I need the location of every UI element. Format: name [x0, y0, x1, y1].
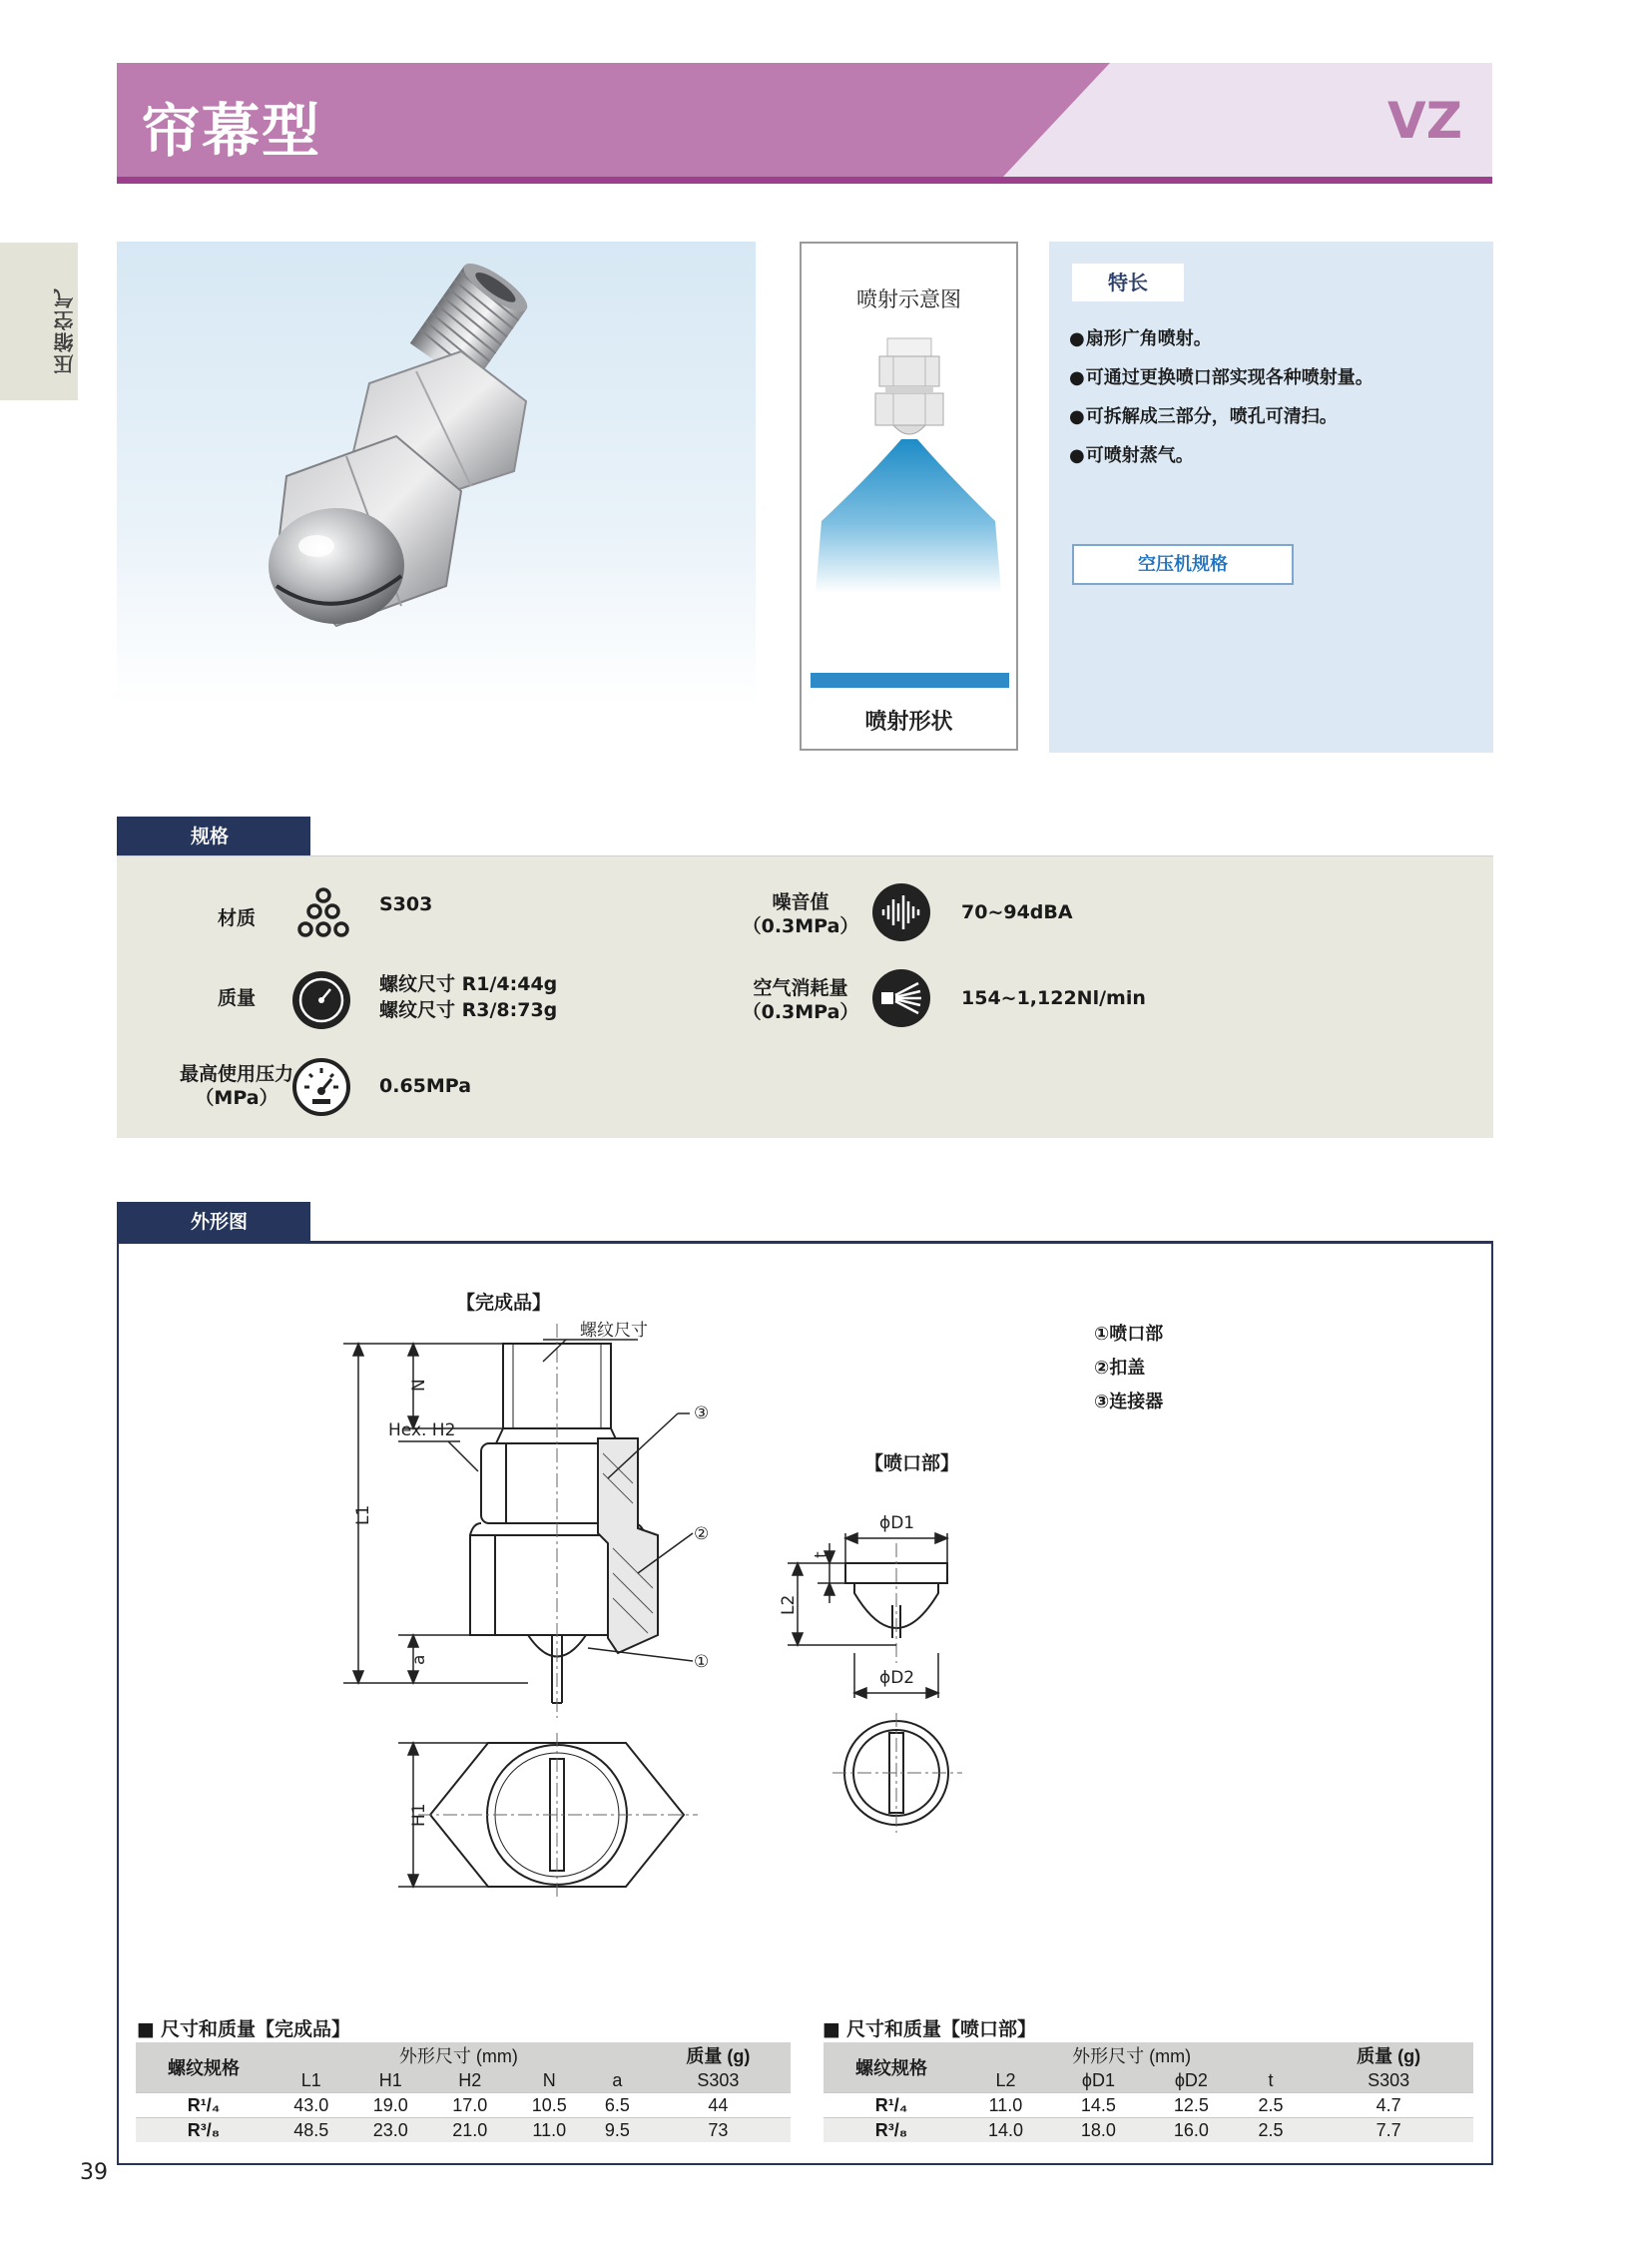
- outer-dim-header: 外形尺寸 (mm): [272, 2042, 646, 2068]
- air-consumption-label: 空气消耗量: [753, 977, 848, 999]
- table-row: [824, 2118, 1473, 2143]
- feature-item: ● 可通过更换喷口部实现各种喷射量。: [1069, 358, 1374, 397]
- assembly-dimension-table: [136, 2042, 791, 2142]
- specs-panel: [117, 855, 1493, 1138]
- cell: 21.0: [430, 2118, 510, 2143]
- col-N: N: [510, 2068, 590, 2093]
- weight-value-r14: 螺纹尺寸 R1/4:44g: [379, 973, 558, 995]
- side-category-tab[interactable]: [0, 243, 78, 400]
- noise-label: 噪音值: [772, 891, 829, 913]
- col-L1: L1: [272, 2068, 351, 2093]
- sound-wave-icon: [870, 881, 932, 943]
- noise-condition: （0.3MPa）: [742, 915, 859, 937]
- dim-D2: ϕD2: [879, 1668, 915, 1688]
- outer-dim-header: 外形尺寸 (mm): [959, 2042, 1304, 2068]
- col-t: t: [1238, 2068, 1304, 2093]
- legend-cap: ②扣盖: [1094, 1358, 1146, 1379]
- cell: 14.0: [959, 2118, 1052, 2143]
- callout-3: ③: [694, 1403, 710, 1423]
- dim-D1: ϕD1: [879, 1513, 915, 1533]
- cell-mass: 4.7: [1304, 2093, 1473, 2118]
- col-H1: H1: [351, 2068, 431, 2093]
- cell-mass: 7.7: [1304, 2118, 1473, 2143]
- col-H2: H2: [430, 2068, 510, 2093]
- pressure-gauge-icon: [290, 1056, 352, 1118]
- cell: 6.5: [589, 2093, 646, 2118]
- col-a: a: [589, 2068, 646, 2093]
- spray-illustration: [802, 244, 1020, 753]
- product-photo: [117, 242, 756, 706]
- thread-spec-header: 螺纹规格: [824, 2042, 959, 2093]
- callout-1: ①: [694, 1652, 710, 1672]
- dim-a: a: [409, 1654, 429, 1665]
- max-pressure-label: 最高使用压力: [179, 1063, 293, 1085]
- cell: 2.5: [1238, 2118, 1304, 2143]
- specs-tab[interactable]: 规格: [117, 817, 310, 856]
- max-pressure-unit: （MPa）: [195, 1087, 278, 1109]
- max-pressure-value: 0.65MPa: [379, 1075, 472, 1097]
- col-S303: S303: [1304, 2068, 1473, 2093]
- dim-t: t: [812, 1551, 831, 1558]
- noise-value: 70~94dBA: [961, 901, 1073, 923]
- features-heading: 特长: [1072, 264, 1184, 301]
- material-value: S303: [379, 893, 433, 915]
- header-banner: [117, 63, 1492, 184]
- cell: 11.0: [959, 2093, 1052, 2118]
- table-row: [136, 2093, 791, 2118]
- mass-header: 质量 (g): [646, 2042, 791, 2068]
- air-flow-icon: [870, 967, 932, 1029]
- mass-header: 质量 (g): [1304, 2042, 1473, 2068]
- weight-icon: [290, 969, 352, 1031]
- cell: 12.5: [1145, 2093, 1238, 2118]
- nozzle-table-title: ■ 尺寸和质量【喷口部】: [823, 2014, 1036, 2041]
- feature-item: ● 扇形广角喷射。: [1069, 319, 1374, 358]
- technical-drawing: [119, 1244, 1491, 1827]
- assembly-drawing-title: 【完成品】: [456, 1292, 552, 1314]
- cell-thread: R¹/₄: [824, 2093, 959, 2118]
- features-panel: [1049, 242, 1493, 753]
- cell: 10.5: [510, 2093, 590, 2118]
- dim-H1: H1: [409, 1803, 429, 1827]
- cell-mass: 73: [646, 2118, 791, 2143]
- cell: 16.0: [1145, 2118, 1238, 2143]
- col-L2: L2: [959, 2068, 1052, 2093]
- dim-L1: L1: [353, 1504, 373, 1525]
- cell-thread: R¹/₄: [136, 2093, 272, 2118]
- outline-drawing-frame: [117, 1241, 1493, 2165]
- cell: 48.5: [272, 2118, 351, 2143]
- outline-tab[interactable]: 外形图: [117, 1202, 310, 1242]
- hex-h2-label: Hex. H2: [388, 1420, 456, 1440]
- thread-spec-header: 螺纹规格: [136, 2042, 272, 2093]
- material-icon: [290, 886, 356, 948]
- legend-nozzle: ①喷口部: [1094, 1324, 1164, 1345]
- spray-diagram-title: 喷射示意图: [856, 287, 961, 311]
- cell: 9.5: [589, 2118, 646, 2143]
- col-D2: ϕD2: [1145, 2068, 1238, 2093]
- compressor-spec-button[interactable]: 空压机规格: [1072, 544, 1294, 585]
- material-label: 材质: [217, 907, 256, 929]
- cell: 17.0: [430, 2093, 510, 2118]
- page-title: 帘幕型: [142, 97, 322, 165]
- col-D1: ϕD1: [1052, 2068, 1145, 2093]
- dim-L2: L2: [779, 1594, 799, 1615]
- table-row: [136, 2118, 791, 2143]
- weight-value-r38: 螺纹尺寸 R3/8:73g: [379, 999, 558, 1021]
- cell: 18.0: [1052, 2118, 1145, 2143]
- cell: 23.0: [351, 2118, 431, 2143]
- cell: 43.0: [272, 2093, 351, 2118]
- banner-background: [117, 63, 1492, 184]
- air-consumption-value: 154~1,122Nl/min: [961, 987, 1146, 1009]
- cell-mass: 44: [646, 2093, 791, 2118]
- nozzle-photo-illustration: [117, 242, 756, 706]
- cell: 14.5: [1052, 2093, 1145, 2118]
- feature-item: ● 可喷射蒸气。: [1069, 436, 1374, 475]
- nozzle-dimension-table: [824, 2042, 1473, 2142]
- assembly-table-title: ■ 尺寸和质量【完成品】: [137, 2014, 350, 2041]
- nozzle-drawing-title: 【喷口部】: [864, 1452, 960, 1474]
- spray-diagram-card: [800, 242, 1018, 751]
- cell-thread: R³/₈: [136, 2118, 272, 2143]
- page-number: 39: [80, 2160, 108, 2185]
- series-code: VZ: [1387, 92, 1462, 150]
- features-list: [1069, 319, 1374, 475]
- thread-size-label: 螺纹尺寸: [580, 1321, 648, 1341]
- cell-thread: R³/₈: [824, 2118, 959, 2143]
- table-row: [824, 2093, 1473, 2118]
- weight-label: 质量: [217, 987, 256, 1009]
- legend-connector: ③连接器: [1094, 1392, 1164, 1412]
- feature-item: ● 可拆解成三部分，喷孔可清扫。: [1069, 397, 1374, 436]
- cell: 11.0: [510, 2118, 590, 2143]
- cell: 2.5: [1238, 2093, 1304, 2118]
- dim-N: N: [409, 1379, 429, 1392]
- cell: 19.0: [351, 2093, 431, 2118]
- side-category-label: 压缩空气: [53, 286, 77, 374]
- air-consumption-condition: （0.3MPa）: [742, 1001, 859, 1023]
- spray-shape-label: 喷射形状: [864, 710, 953, 735]
- col-S303: S303: [646, 2068, 791, 2093]
- callout-2: ②: [694, 1524, 710, 1544]
